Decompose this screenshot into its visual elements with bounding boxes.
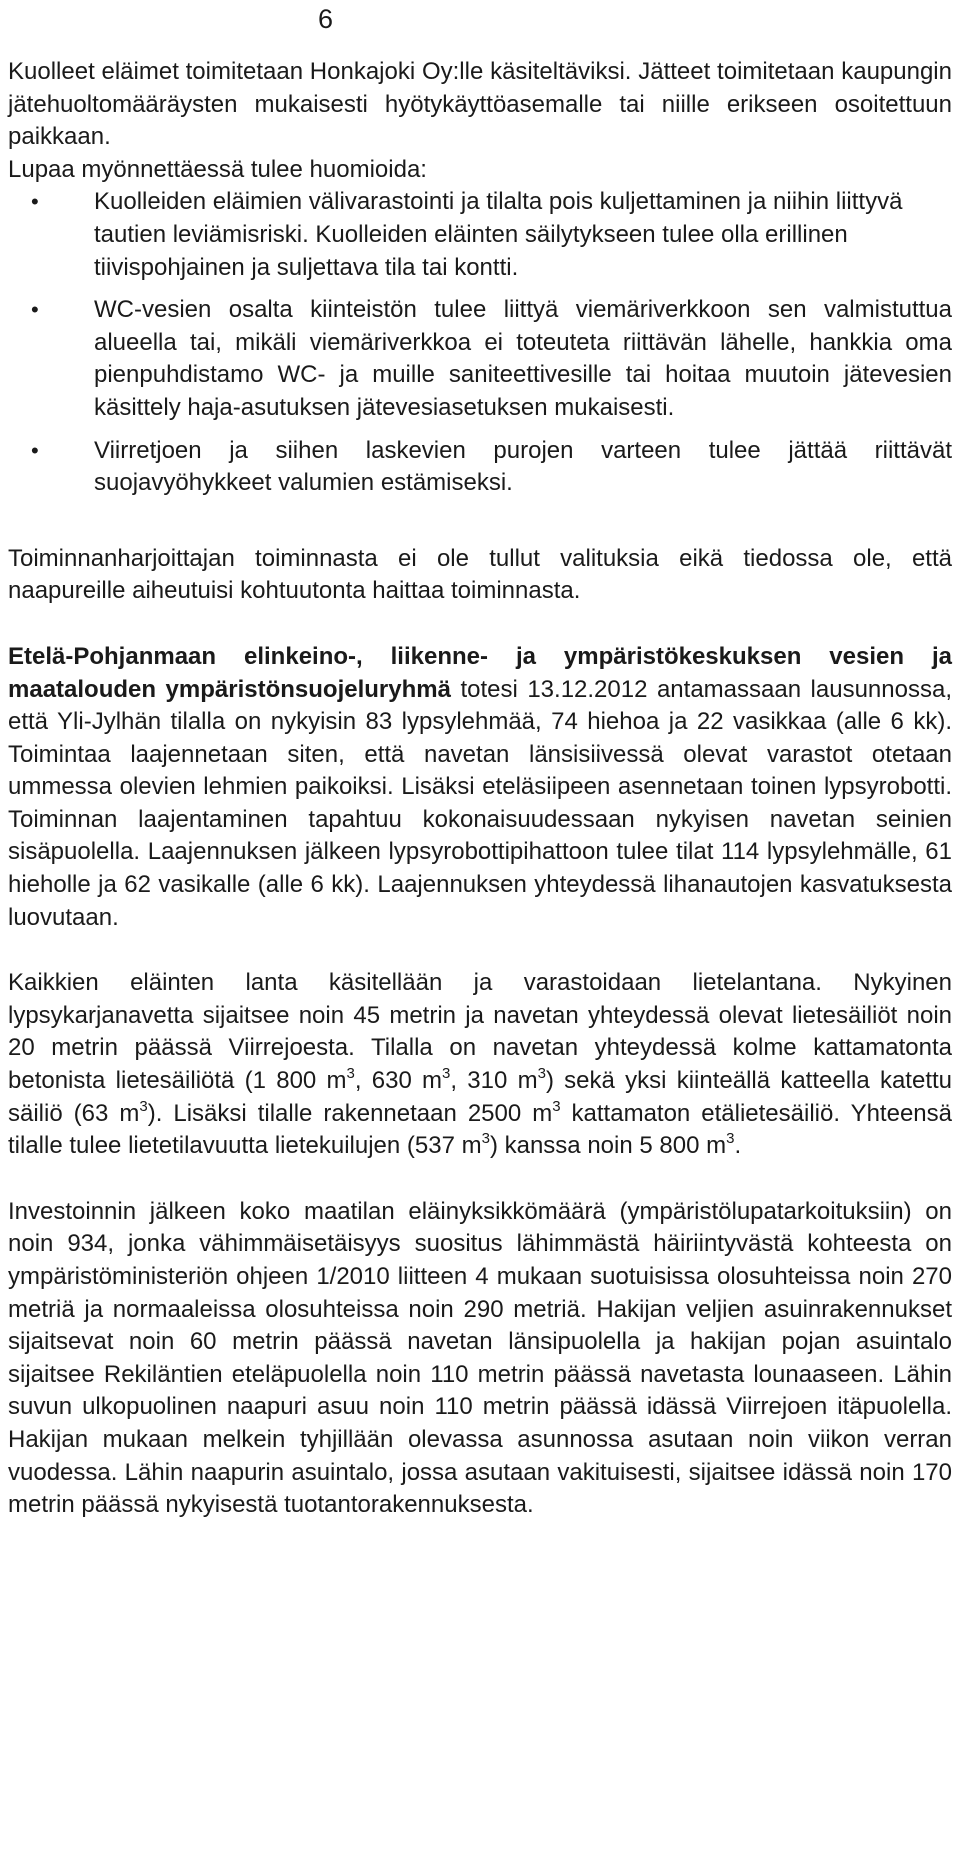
paragraph-distances: Investoinnin jälkeen koko maatilan eläinyksikkömäärä (ympäristölupatarkoituksiin) on noin 934, jonka vähimmäisetäisyys suositus lähimmästä häiriintyvästä kohteesta on ympäristöministeriön ohjeen 1/2010 liitteen 4 mukaan suotuisissa olosuhteissa noin 270 metriä ja normaaleissa olosuhteissa noin 290 metriä. Hakijan veljien asuinrakennukset sijaitsevat noin 60 metrin päässä navetan länsipuolella ja hakijan pojan asuintalo sijaitsee Rekiläntien eteläpuolella noin 110 metrin päässä navetasta lounaaseen. Lähin suvun ulkopuolinen naapuri asuu noin 110 metrin päässä idässä Viirrejoen itäpuolella. Hakijan mukaan melkein tyhjillään olevassa asunnossa asutaan noin viikon verran vuodessa. Lähin naapurin asuintalo, jossa asutaan vakituisesti, sijaitsee idässä noin 170 metrin päässä nykyisestä tuotantorakennuksesta. (8, 1197, 952, 1519)
list-item (8, 435, 952, 500)
list-item-text: WC-vesien osalta kiinteistön tulee liittyä viemäriverkkoon sen valmistuttua alueella tai, mikäli viemäriverkkoa ei toteuteta riittävän lähelle, hankkia oma pienpuhdistamo WC- ja muille saniteettivesille tai hoitaa muutoin jätevesien käsittely haja-asutuksen jätevesiasetuksen mukaisesti. (94, 296, 952, 421)
bullet-icon: • (31, 437, 39, 463)
paragraph-permit-considerations-intro: Lupaa myönnettäessä tulee huomioida: (8, 155, 427, 183)
list-item (8, 294, 952, 424)
statement-authority-name: Etelä-Pohjanmaan elinkeino-, liikenne- ja ympäristökeskuksen vesien ja maatalouden ympäristönsuojeluryhmä (8, 642, 952, 703)
bullet-icon: • (31, 189, 39, 215)
list-item-text: Kuolleiden eläimien välivarastointi ja tilalta pois kuljettaminen ja niihin liittyvä tautien leviämisriski. Kuolleiden eläinten säilytykseen tulee olla erillinen tiivispohjainen ja suljettava tila tai kontti. (94, 188, 903, 281)
bullet-icon: • (31, 297, 39, 323)
paragraph-no-complaints: Toiminnanharjoittajan toiminnasta ei ole tullut valituksia eikä tiedossa ole, että naapureille aiheutuisi kohtuutonta haittaa toiminnasta. (8, 544, 952, 605)
considerations-list (8, 186, 952, 499)
paragraph-carcass-disposal: Kuolleet eläimet toimitetaan Honkajoki Oy:lle käsiteltäviksi. Jätteet toimitetaan kaupungin jätehuoltomääräysten mukaisesti hyötykäyttöasemalle tai niille erikseen osoitettuun paikkaan. (8, 58, 952, 151)
page-number: 6 (318, 4, 334, 34)
paragraph-manure-storage: Kaikkien eläinten lanta käsitellään ja varastoidaan lietelantana. Nykyinen lypsykarjanavetta sijaitsee noin 45 metrin ja navetan yhteydessä olevat lietesäiliöt noin 20 metrin päässä Viirrejoesta. Tilalla on navetan yhteydessä kolme kattamatonta betonista lietesäiliötä (1 800 $m^3$, 630 $m^3$, 310 $m^3$) sekä yksi kiinteällä katteella katettu säiliö (63 $m^3$). Lisäksi tilalle rakennetaan 2500 $m^3$ kattamaton etälietesäiliö. Yhteensä tilalle tulee lietetilavuutta lietekuilujen (537 $m^3$) kanssa noin 5 800 $m^3$. (8, 969, 953, 1160)
statement-text: totesi 13.12.2012 antamassaan lausunnossa, että Yli-Jylhän tilalla on nykyisin 83 lypsylehmää, 74 hiehoa ja 22 vasikkaa (alle 6 kk). Toimintaa laajennetaan siten, että navetan länsisiivessä olevat varastot otetaan ummessa olevien lehmien paikoiksi. Lisäksi eteläsiipeen asennetaan toinen lypsyrobotti. Toiminnan laajentaminen tapahtuu kokonaisuudessaan nykyisen navetan seinien sisäpuolella. Laajennuksen jälkeen lypsyrobottipihattoon tulee tilat 114 lypsylehmälle, 61 hieholle ja 62 vasikalle (alle 6 kk). Laajennuksen yhteydessä lihanautojen kasvatuksesta luovutaan. (8, 675, 952, 931)
list-item (8, 186, 952, 284)
list-item-text: Viirretjoen ja siihen laskevien purojen varteen tulee jättää riittävät suojavyöhykkeet valumien estämiseksi. (94, 436, 952, 497)
document-body (8, 56, 952, 1522)
paragraph-ely-statement (8, 641, 952, 934)
